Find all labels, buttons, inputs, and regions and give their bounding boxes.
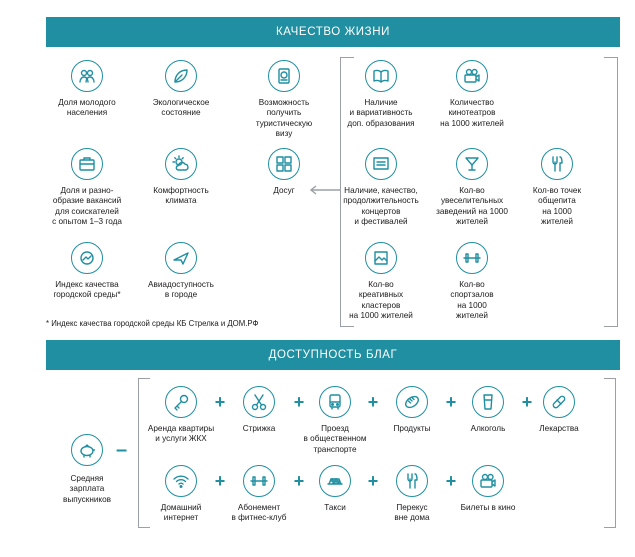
cutlery-icon [541,148,573,180]
label-snack: Перекус вне дома [394,503,430,523]
plus-sign: + [214,392,226,412]
stage-icon [365,148,397,180]
label-edu: Наличие и вариативность доп. образования [347,98,415,128]
label-creative: Кол-во креативных кластеров на 1000 жителей [349,280,413,321]
label-haircut: Стрижка [242,424,276,433]
label-alcohol: Алкоголь [470,424,506,433]
footnote: * Индекс качества городской среды КБ Стрелка и ДОМ.РФ [46,319,259,328]
label-rent: Аренда квартиры и услуги ЖКХ [147,424,215,444]
leisure-icon [268,148,300,180]
label-concerts: Наличие, качество, продолжительность концертов и фестивалей [343,186,419,227]
plus-sign: + [445,471,457,491]
label-movie-tickets: Билеты в кино [460,503,516,512]
weather-icon [165,148,197,180]
label-fitness: Абонемент в фитнес-клуб [231,503,287,523]
piggy-bank-icon [71,434,103,466]
leaf-icon [165,60,197,92]
label-bars: Кол-во увеселительных заведений на 1000 жителей [436,186,508,227]
label-leisure: Досуг [273,186,295,195]
quality-banner [46,17,620,47]
label-internet: Домашний интернет [160,503,202,523]
label-urban: Индекс качества городской среды* [53,280,121,300]
passport-icon [268,60,300,92]
plus-sign: + [521,392,533,412]
pill-icon [543,386,575,418]
label-medicine: Лекарства [539,424,579,433]
access-bracket-right [604,378,616,528]
people-icon [71,60,103,92]
label-groceries: Продукты [393,424,431,433]
label-climate: Комфортность климата [153,186,209,206]
key-icon [165,386,197,418]
label-taxi: Такси [324,503,346,512]
plus-sign: + [214,471,226,491]
bread-icon [396,386,428,418]
label-visa: Возможность получить туристическую визу [255,98,313,139]
briefcase-icon [71,148,103,180]
city-icon [71,242,103,274]
wifi-icon [165,465,197,497]
plus-sign: + [445,392,457,412]
plus-sign: + [293,471,305,491]
label-eco: Экологическое состояние [152,98,210,118]
access-title: ДОСТУПНОСТЬ БЛАГ [268,349,398,361]
label-salary: Средняя зарплата выпускников [62,474,112,504]
label-jobs: Доля и разно- образие вакансий для соискателей с опытом 1–3 года [52,186,122,227]
label-transport: Проезд в общественном транспорте [303,424,367,454]
film-camera-icon [472,465,504,497]
cocktail-icon [456,148,488,180]
plus-sign: + [367,471,379,491]
canvas-icon [365,242,397,274]
access-banner [46,340,620,370]
book-icon [365,60,397,92]
label-air: Авиадоступность в городе [148,280,214,300]
plus-sign: + [293,392,305,412]
plane-icon [165,242,197,274]
dumbbell-icon [456,242,488,274]
label-food: Кол-во точек общепита на 1000 жителей [532,186,582,227]
quality-title: КАЧЕСТВО ЖИЗНИ [276,26,390,38]
plus-sign: + [367,392,379,412]
label-gyms: Кол-во спортзалов на 1000 жителей [450,280,494,321]
cutlery-icon [396,465,428,497]
label-young: Доля молодого населения [58,98,116,118]
dumbbell-icon [243,465,275,497]
label-cinema: Количество кинотеатров на 1000 жителей [440,98,504,128]
scissors-icon [243,386,275,418]
bus-icon [319,386,351,418]
taxi-icon [319,465,351,497]
minus-sign: – [116,439,128,461]
film-camera-icon [456,60,488,92]
glass-icon [472,386,504,418]
